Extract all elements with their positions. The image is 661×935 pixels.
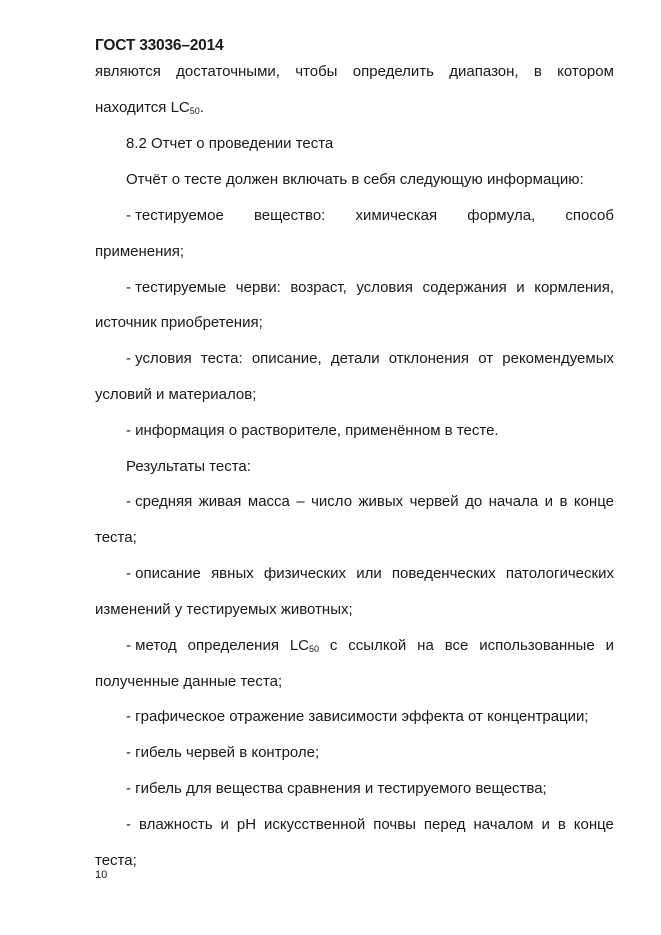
text-line: - тестируемые черви: возраст, условия содержания и кормления, xyxy=(126,279,614,296)
text-line: теста; xyxy=(95,852,137,869)
text-line: Результаты теста: xyxy=(126,458,251,475)
text-line: находится $LC_{50}$. xyxy=(95,99,204,116)
text-line: - метод определения $LC_{50}$ с ссылкой на все использованные и xyxy=(126,637,614,654)
text-line: полученные данные теста; xyxy=(95,673,283,690)
document-header: ГОСТ 33036–2014 xyxy=(95,37,224,54)
text-line: - описание явных физических или поведенческих патологических xyxy=(126,565,614,582)
text-line: - условия теста: описание, детали отклонения от рекомендуемых xyxy=(126,350,614,367)
text-line: являются достаточными, чтобы определить диапазон, в котором xyxy=(95,63,614,80)
text-line: применения; xyxy=(95,243,185,260)
text-line: изменений у тестируемых животных; xyxy=(95,601,353,618)
text-line: - гибель для вещества сравнения и тестируемого вещества; xyxy=(126,780,547,797)
text-line: - влажность и pH искусственной почвы перед началом и в конце xyxy=(126,816,614,833)
text-line: теста; xyxy=(95,529,137,546)
text-line: - средняя живая масса – число живых червей до начала и в конце xyxy=(126,493,614,510)
text-line: Отчёт о тесте должен включать в себя следующую информацию: xyxy=(126,171,584,188)
text-line: источник приобретения; xyxy=(95,314,263,331)
text-line: - тестируемое вещество: химическая формула, способ xyxy=(126,207,614,224)
text-line: - графическое отражение зависимости эффекта от концентрации; xyxy=(126,708,589,725)
page-number: 10 xyxy=(95,869,108,881)
text-line: условий и материалов; xyxy=(95,386,257,403)
section-heading: 8.2 Отчет о проведении теста xyxy=(126,135,334,152)
text-line: - гибель червей в контроле; xyxy=(126,744,320,761)
text-line: - информация о растворителе, применённом в тесте. xyxy=(126,422,499,439)
